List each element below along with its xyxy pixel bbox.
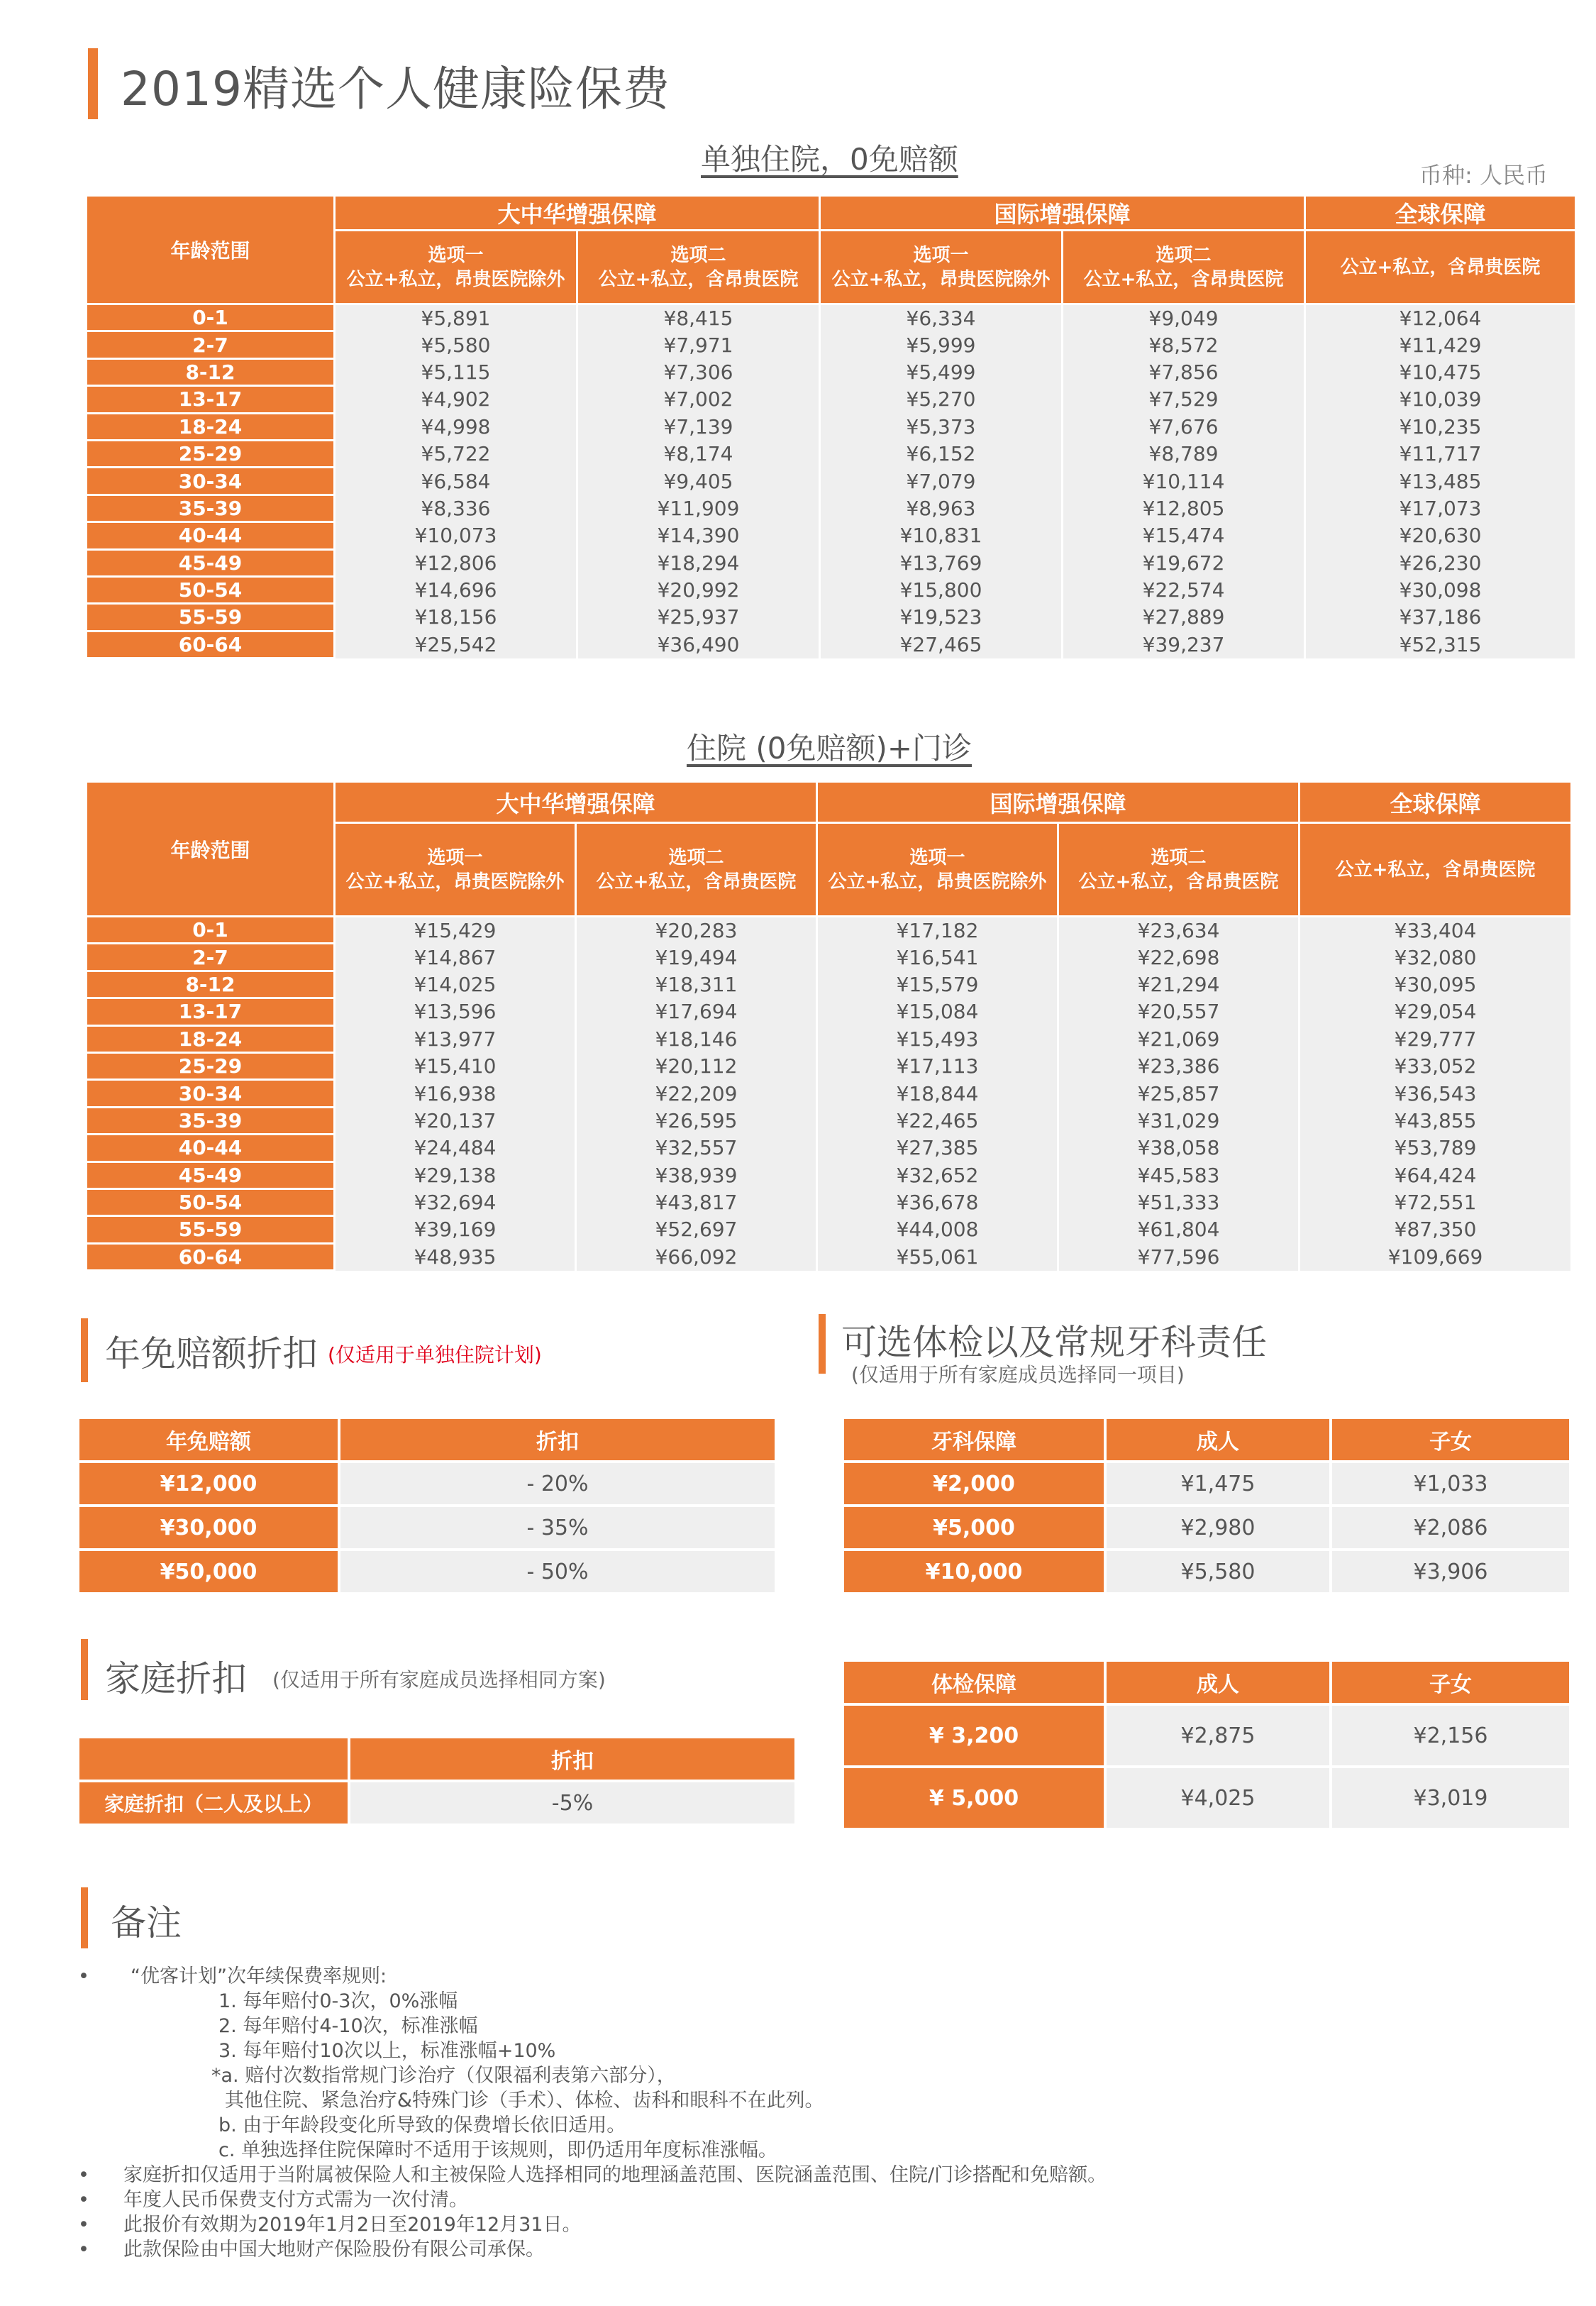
family-section-note: (仅适用于所有家庭成员选择相同方案) <box>272 1668 606 1692</box>
premium-cell: ¥25,937 <box>577 604 820 631</box>
premium-cell: ¥38,939 <box>576 1162 817 1188</box>
optional-section-note: (仅适用于所有家庭成员选择同一项目) <box>851 1363 1185 1386</box>
premium-cell: ¥6,152 <box>820 440 1063 467</box>
premium-cell: ¥10,235 <box>1305 413 1576 440</box>
premium-cell: ¥39,237 <box>1063 631 1305 658</box>
premium-cell: ¥13,977 <box>335 1025 576 1052</box>
table-row <box>87 1052 1572 1079</box>
premium-cell: ¥13,485 <box>1305 468 1576 495</box>
section-accent-bar <box>819 1314 826 1374</box>
remarks-list <box>78 1964 1107 2262</box>
option-header <box>820 231 1063 304</box>
section-accent-bar <box>81 1887 88 1948</box>
premium-cell: ¥7,676 <box>1063 413 1305 440</box>
table-row <box>87 604 1576 631</box>
remark-item <box>78 2212 1107 2237</box>
premium-cell: ¥20,283 <box>576 917 817 944</box>
premium-cell: ¥21,069 <box>1058 1025 1299 1052</box>
premium-cell: ¥7,971 <box>577 331 820 358</box>
table-row <box>87 1107 1572 1134</box>
premium-cell: ¥15,474 <box>1063 522 1305 549</box>
currency-label: 币种: 人民币 <box>1419 162 1548 189</box>
age-range-cell: 35-39 <box>87 1107 335 1134</box>
age-range-header: 年龄范围 <box>87 782 335 917</box>
age-range-cell: 13-17 <box>87 998 335 1025</box>
option-header <box>1305 231 1576 304</box>
premium-cell: ¥43,855 <box>1299 1107 1572 1134</box>
remark-item <box>78 2188 1107 2212</box>
premium-cell: ¥11,717 <box>1305 440 1576 467</box>
age-range-cell: 55-59 <box>87 604 335 631</box>
age-range-cell: 8-12 <box>87 971 335 998</box>
table-row <box>87 998 1572 1025</box>
page-title: 2019精选个人健康险保费 <box>121 62 670 116</box>
premium-cell: ¥5,373 <box>820 413 1063 440</box>
premium-cell: ¥20,137 <box>335 1107 576 1134</box>
premium-cell: ¥17,113 <box>817 1052 1058 1079</box>
remark-subitem: 其他住院、紧急治疗&特殊门诊（手术）、体检、齿科和眼科不在此列。 <box>194 2090 824 2112</box>
bullet-icon: • <box>78 2164 89 2186</box>
title-accent-bar <box>88 48 98 119</box>
option-header <box>335 823 576 917</box>
adult-price: ¥5,580 <box>1105 1550 1331 1594</box>
premium-cell: ¥43,817 <box>576 1188 817 1215</box>
table-row <box>87 971 1572 998</box>
premium-cell: ¥4,902 <box>335 386 577 413</box>
adult-header: 成人 <box>1105 1660 1331 1704</box>
option-desc: 公立+私立，含昂贵医院 <box>1335 859 1536 881</box>
premium-cell: ¥61,804 <box>1058 1216 1299 1243</box>
premium-cell: ¥22,698 <box>1058 944 1299 971</box>
remark-item <box>78 1964 1107 2163</box>
premium-cell: ¥5,115 <box>335 358 577 385</box>
bullet-icon: • <box>78 2214 89 2236</box>
premium-cell: ¥20,630 <box>1305 522 1576 549</box>
premium-cell: ¥10,831 <box>820 522 1063 549</box>
group-header: 全球保障 <box>1305 196 1576 231</box>
checkup-amount: ¥ 5,000 <box>843 1767 1105 1829</box>
adult-price: ¥1,475 <box>1105 1462 1331 1506</box>
adult-price: ¥2,875 <box>1105 1704 1331 1767</box>
premium-cell: ¥7,079 <box>820 468 1063 495</box>
age-range-cell: 50-54 <box>87 1188 335 1215</box>
adult-price: ¥4,025 <box>1105 1767 1331 1829</box>
age-range-cell: 25-29 <box>87 1052 335 1079</box>
premium-cell: ¥5,722 <box>335 440 577 467</box>
premium-cell: ¥15,084 <box>817 998 1058 1025</box>
premium-cell: ¥87,350 <box>1299 1216 1572 1243</box>
premium-cell: ¥36,678 <box>817 1188 1058 1215</box>
option-header <box>576 823 817 917</box>
table-row <box>87 917 1572 944</box>
premium-cell: ¥30,098 <box>1305 576 1576 603</box>
age-range-cell: 0-1 <box>87 917 335 944</box>
option-name: 选项二 <box>1156 244 1212 266</box>
group-header: 国际增强保障 <box>820 196 1305 231</box>
premium-cell: ¥27,385 <box>817 1135 1058 1162</box>
group-header: 大中华增强保障 <box>335 196 820 231</box>
family-section-title: 家庭折扣 <box>105 1658 247 1699</box>
premium-cell: ¥30,095 <box>1299 971 1572 998</box>
discount-header: 折扣 <box>349 1737 796 1781</box>
remark-subitem: *a. 赔付次数指常规门诊治疗（仅限福利表第六部分）， <box>211 2065 676 2087</box>
deductible-amount: ¥12,000 <box>78 1462 339 1506</box>
premium-cell: ¥55,061 <box>817 1243 1058 1270</box>
option-desc: 公立+私立，含昂贵医院 <box>1340 256 1541 278</box>
bullet-icon: • <box>78 2239 89 2261</box>
table-row <box>87 522 1576 549</box>
table-row <box>87 1188 1572 1215</box>
premium-cell: ¥18,294 <box>577 549 820 576</box>
premium-cell: ¥14,696 <box>335 576 577 603</box>
age-range-cell: 45-49 <box>87 549 335 576</box>
adult-price: ¥2,980 <box>1105 1506 1331 1550</box>
age-range-cell: 30-34 <box>87 1080 335 1107</box>
table2-subtitle: 住院 (0免赔额)+门诊 <box>687 731 972 766</box>
premium-cell: ¥33,052 <box>1299 1052 1572 1079</box>
premium-cell: ¥53,789 <box>1299 1135 1572 1162</box>
adult-header: 成人 <box>1105 1418 1331 1462</box>
premium-cell: ¥24,484 <box>335 1135 576 1162</box>
age-range-cell: 18-24 <box>87 1025 335 1052</box>
option-header <box>1063 231 1305 304</box>
option-header <box>1299 823 1572 917</box>
age-range-cell: 60-64 <box>87 1243 335 1270</box>
premium-cell: ¥13,596 <box>335 998 576 1025</box>
premium-cell: ¥23,634 <box>1058 917 1299 944</box>
family-blank-header <box>78 1737 349 1781</box>
dental-header: 牙科保障 <box>843 1418 1105 1462</box>
premium-cell: ¥44,008 <box>817 1216 1058 1243</box>
premium-cell: ¥6,584 <box>335 468 577 495</box>
premium-cell: ¥39,169 <box>335 1216 576 1243</box>
age-range-cell: 45-49 <box>87 1162 335 1188</box>
option-header <box>335 231 577 304</box>
option-desc: 公立+私立，昂贵医院除外 <box>831 268 1051 290</box>
premium-cell: ¥52,697 <box>576 1216 817 1243</box>
premium-cell: ¥19,672 <box>1063 549 1305 576</box>
discount-header: 折扣 <box>339 1418 776 1462</box>
child-price: ¥1,033 <box>1331 1462 1570 1506</box>
option-header <box>817 823 1058 917</box>
age-range-header: 年龄范围 <box>87 196 335 304</box>
premium-cell: ¥5,580 <box>335 331 577 358</box>
premium-cell: ¥51,333 <box>1058 1188 1299 1215</box>
premium-cell: ¥17,073 <box>1305 495 1576 522</box>
age-range-cell: 13-17 <box>87 386 335 413</box>
premium-cell: ¥22,465 <box>817 1107 1058 1134</box>
dental-amount: ¥2,000 <box>843 1462 1105 1506</box>
deductible-discount: - 50% <box>339 1550 776 1594</box>
deductible-discount: - 35% <box>339 1506 776 1550</box>
option-name: 选项二 <box>1151 846 1207 868</box>
premium-cell: ¥4,998 <box>335 413 577 440</box>
group-header: 国际增强保障 <box>817 782 1299 823</box>
premium-cell: ¥64,424 <box>1299 1162 1572 1188</box>
remark-item <box>78 2163 1107 2188</box>
option-desc: 公立+私立，含昂贵医院 <box>596 871 797 893</box>
premium-cell: ¥109,669 <box>1299 1243 1572 1270</box>
premium-cell: ¥29,138 <box>335 1162 576 1188</box>
premium-cell: ¥26,230 <box>1305 549 1576 576</box>
premium-cell: ¥7,002 <box>577 386 820 413</box>
option-header <box>577 231 820 304</box>
option-desc: 公立+私立，昂贵医院除外 <box>828 871 1047 893</box>
dental-amount: ¥10,000 <box>843 1550 1105 1594</box>
premium-cell: ¥9,049 <box>1063 304 1305 331</box>
premium-cell: ¥48,935 <box>335 1243 576 1270</box>
premium-cell: ¥7,306 <box>577 358 820 385</box>
premium-cell: ¥15,429 <box>335 917 576 944</box>
premium-cell: ¥19,494 <box>576 944 817 971</box>
deductible-section-note: (仅适用于单独住院计划) <box>328 1343 542 1367</box>
age-range-cell: 2-7 <box>87 944 335 971</box>
premium-cell: ¥10,039 <box>1305 386 1576 413</box>
remark-subitem: c. 单独选择住院保障时不适用于该规则，即仍适用年度标准涨幅。 <box>218 2139 778 2161</box>
premium-cell: ¥17,182 <box>817 917 1058 944</box>
premium-cell: ¥16,938 <box>335 1080 576 1107</box>
premium-cell: ¥5,999 <box>820 331 1063 358</box>
age-range-cell: 8-12 <box>87 358 335 385</box>
option-name: 选项二 <box>668 846 724 868</box>
remark-text: 年度人民币保费支付方式需为一次付清。 <box>123 2189 468 2211</box>
premium-cell: ¥12,064 <box>1305 304 1576 331</box>
premium-cell: ¥8,174 <box>577 440 820 467</box>
optional-section-title: 可选体检以及常规牙科责任 <box>841 1322 1267 1363</box>
bullet-icon: • <box>78 2189 89 2211</box>
premium-cell: ¥9,405 <box>577 468 820 495</box>
premium-cell: ¥31,029 <box>1058 1107 1299 1134</box>
premium-cell: ¥45,583 <box>1058 1162 1299 1188</box>
age-range-cell: 55-59 <box>87 1216 335 1243</box>
table-row <box>87 413 1576 440</box>
premium-cell: ¥18,156 <box>335 604 577 631</box>
age-range-cell: 25-29 <box>87 440 335 467</box>
option-desc: 公立+私立，含昂贵医院 <box>1083 268 1284 290</box>
premium-cell: ¥10,475 <box>1305 358 1576 385</box>
remark-item <box>78 2237 1107 2262</box>
age-range-cell: 2-7 <box>87 331 335 358</box>
checkup-header: 体检保障 <box>843 1660 1105 1704</box>
age-range-cell: 30-34 <box>87 468 335 495</box>
premium-cell: ¥5,891 <box>335 304 577 331</box>
bullet-icon: • <box>78 1965 89 1987</box>
option-desc: 公立+私立，含昂贵医院 <box>598 268 799 290</box>
premium-cell: ¥7,856 <box>1063 358 1305 385</box>
premium-cell: ¥7,529 <box>1063 386 1305 413</box>
premium-cell: ¥25,857 <box>1058 1080 1299 1107</box>
premium-cell: ¥38,058 <box>1058 1135 1299 1162</box>
option-name: 选项二 <box>670 244 726 266</box>
premium-cell: ¥29,054 <box>1299 998 1572 1025</box>
checkup-amount: ¥ 3,200 <box>843 1704 1105 1767</box>
age-range-cell: 50-54 <box>87 576 335 603</box>
premium-cell: ¥18,146 <box>576 1025 817 1052</box>
remark-subitem: 1. 每年赔付0-3次，0%涨幅 <box>218 1990 458 2012</box>
child-price: ¥2,086 <box>1331 1506 1570 1550</box>
premium-cell: ¥12,805 <box>1063 495 1305 522</box>
family-discount-label: 家庭折扣（二人及以上） <box>78 1781 349 1825</box>
remark-text: 家庭折扣仅适用于当附属被保险人和主被保险人选择相同的地理涵盖范围、医院涵盖范围、住院/门诊搭配和免赔额。 <box>123 2164 1107 2186</box>
premium-cell: ¥8,415 <box>577 304 820 331</box>
remark-subitem: b. 由于年龄段变化所导致的保费增长依旧适用。 <box>218 2114 626 2136</box>
premium-cell: ¥8,789 <box>1063 440 1305 467</box>
table-row <box>87 631 1576 658</box>
premium-cell: ¥8,963 <box>820 495 1063 522</box>
premium-cell: ¥23,386 <box>1058 1052 1299 1079</box>
child-header: 子女 <box>1331 1418 1570 1462</box>
premium-cell: ¥21,294 <box>1058 971 1299 998</box>
dental-table <box>841 1416 1572 1595</box>
premium-cell: ¥32,080 <box>1299 944 1572 971</box>
premium-cell: ¥33,404 <box>1299 917 1572 944</box>
deductible-amount: ¥30,000 <box>78 1506 339 1550</box>
premium-cell: ¥36,543 <box>1299 1080 1572 1107</box>
premium-cell: ¥17,694 <box>576 998 817 1025</box>
premium-cell: ¥27,889 <box>1063 604 1305 631</box>
premium-cell: ¥52,315 <box>1305 631 1576 658</box>
premium-cell: ¥8,572 <box>1063 331 1305 358</box>
premium-cell: ¥14,025 <box>335 971 576 998</box>
premium-cell: ¥15,800 <box>820 576 1063 603</box>
table-row <box>87 1135 1572 1162</box>
child-price: ¥2,156 <box>1331 1704 1570 1767</box>
premium-cell: ¥10,114 <box>1063 468 1305 495</box>
premium-cell: ¥16,541 <box>817 944 1058 971</box>
premium-cell: ¥15,493 <box>817 1025 1058 1052</box>
table-row <box>87 1080 1572 1107</box>
premium-cell: ¥32,557 <box>576 1135 817 1162</box>
premium-cell: ¥36,490 <box>577 631 820 658</box>
deductible-discount-table <box>77 1416 777 1595</box>
table-row <box>87 1216 1572 1243</box>
child-header: 子女 <box>1331 1660 1570 1704</box>
option-desc: 公立+私立，昂贵医院除外 <box>345 871 565 893</box>
premium-cell: ¥72,551 <box>1299 1188 1572 1215</box>
premium-cell: ¥29,777 <box>1299 1025 1572 1052</box>
section-accent-bar <box>81 1318 88 1382</box>
premium-cell: ¥15,410 <box>335 1052 576 1079</box>
premium-cell: ¥20,557 <box>1058 998 1299 1025</box>
deductible-section-title: 年免赔额折扣 <box>105 1333 318 1374</box>
premium-cell: ¥37,186 <box>1305 604 1576 631</box>
premium-cell: ¥5,270 <box>820 386 1063 413</box>
remark-subitem: 3. 每年赔付10次以上，标准涨幅+10% <box>218 2040 556 2062</box>
table-row <box>87 576 1576 603</box>
premium-cell: ¥11,909 <box>577 495 820 522</box>
table-row <box>87 386 1576 413</box>
premium-cell: ¥12,806 <box>335 549 577 576</box>
deductible-amount: ¥50,000 <box>78 1550 339 1594</box>
age-range-cell: 18-24 <box>87 413 335 440</box>
premium-cell: ¥8,336 <box>335 495 577 522</box>
option-name: 选项一 <box>909 846 965 868</box>
premium-cell: ¥15,579 <box>817 971 1058 998</box>
section-accent-bar <box>81 1639 88 1700</box>
table-row <box>87 468 1576 495</box>
table1-subtitle: 单独住院，0免赔额 <box>701 142 958 177</box>
premium-cell: ¥11,429 <box>1305 331 1576 358</box>
premium-cell: ¥27,465 <box>820 631 1063 658</box>
age-range-cell: 0-1 <box>87 304 335 331</box>
premium-cell: ¥10,073 <box>335 522 577 549</box>
premium-cell: ¥18,844 <box>817 1080 1058 1107</box>
premium-cell: ¥66,092 <box>576 1243 817 1270</box>
option-name: 选项一 <box>913 244 969 266</box>
table-row <box>87 1243 1572 1270</box>
age-range-cell: 40-44 <box>87 1135 335 1162</box>
option-name: 选项一 <box>428 244 484 266</box>
age-range-cell: 40-44 <box>87 522 335 549</box>
remarks-title: 备注 <box>111 1902 182 1943</box>
option-name: 选项一 <box>427 846 483 868</box>
child-price: ¥3,019 <box>1331 1767 1570 1829</box>
dental-amount: ¥5,000 <box>843 1506 1105 1550</box>
premium-cell: ¥7,139 <box>577 413 820 440</box>
premium-cell: ¥22,209 <box>576 1080 817 1107</box>
premium-cell: ¥20,112 <box>576 1052 817 1079</box>
premium-table-inpatient-outpatient <box>85 780 1573 1271</box>
table-row <box>87 440 1576 467</box>
premium-cell: ¥19,523 <box>820 604 1063 631</box>
family-discount-table <box>77 1736 797 1826</box>
table-row <box>87 495 1576 522</box>
remark-text: 此款保险由中国大地财产保险股份有限公司承保。 <box>123 2239 545 2261</box>
family-discount-value: -5% <box>349 1781 796 1825</box>
table-row <box>87 944 1572 971</box>
premium-cell: ¥22,574 <box>1063 576 1305 603</box>
remark-subitem: 2. 每年赔付4-10次，标准涨幅 <box>218 2015 478 2037</box>
option-desc: 公立+私立，昂贵医院除外 <box>346 268 565 290</box>
premium-cell: ¥18,311 <box>576 971 817 998</box>
table-row <box>87 304 1576 331</box>
premium-cell: ¥77,596 <box>1058 1243 1299 1270</box>
premium-cell: ¥14,390 <box>577 522 820 549</box>
premium-cell: ¥25,542 <box>335 631 577 658</box>
option-desc: 公立+私立，含昂贵医院 <box>1078 871 1279 893</box>
checkup-table <box>841 1659 1572 1831</box>
deductible-discount: - 20% <box>339 1462 776 1506</box>
premium-cell: ¥32,694 <box>335 1188 576 1215</box>
table-row <box>87 1162 1572 1188</box>
group-header: 大中华增强保障 <box>335 782 817 823</box>
premium-cell: ¥5,499 <box>820 358 1063 385</box>
child-price: ¥3,906 <box>1331 1550 1570 1594</box>
table-row <box>87 358 1576 385</box>
premium-cell: ¥6,334 <box>820 304 1063 331</box>
table-row <box>87 549 1576 576</box>
age-range-cell: 60-64 <box>87 631 335 658</box>
remark-text: 此报价有效期为2019年1月2日至2019年12月31日。 <box>123 2214 582 2236</box>
premium-table-inpatient <box>85 194 1577 659</box>
premium-cell: ¥26,595 <box>576 1107 817 1134</box>
premium-cell: ¥20,992 <box>577 576 820 603</box>
remark-text: “优客计划”次年续保费率规则: <box>131 1965 387 1987</box>
premium-cell: ¥32,652 <box>817 1162 1058 1188</box>
premium-cell: ¥13,769 <box>820 549 1063 576</box>
table-row <box>87 331 1576 358</box>
age-range-cell: 35-39 <box>87 495 335 522</box>
premium-cell: ¥14,867 <box>335 944 576 971</box>
deductible-header: 年免赔额 <box>78 1418 339 1462</box>
option-header <box>1058 823 1299 917</box>
group-header: 全球保障 <box>1299 782 1572 823</box>
table-row <box>87 1025 1572 1052</box>
